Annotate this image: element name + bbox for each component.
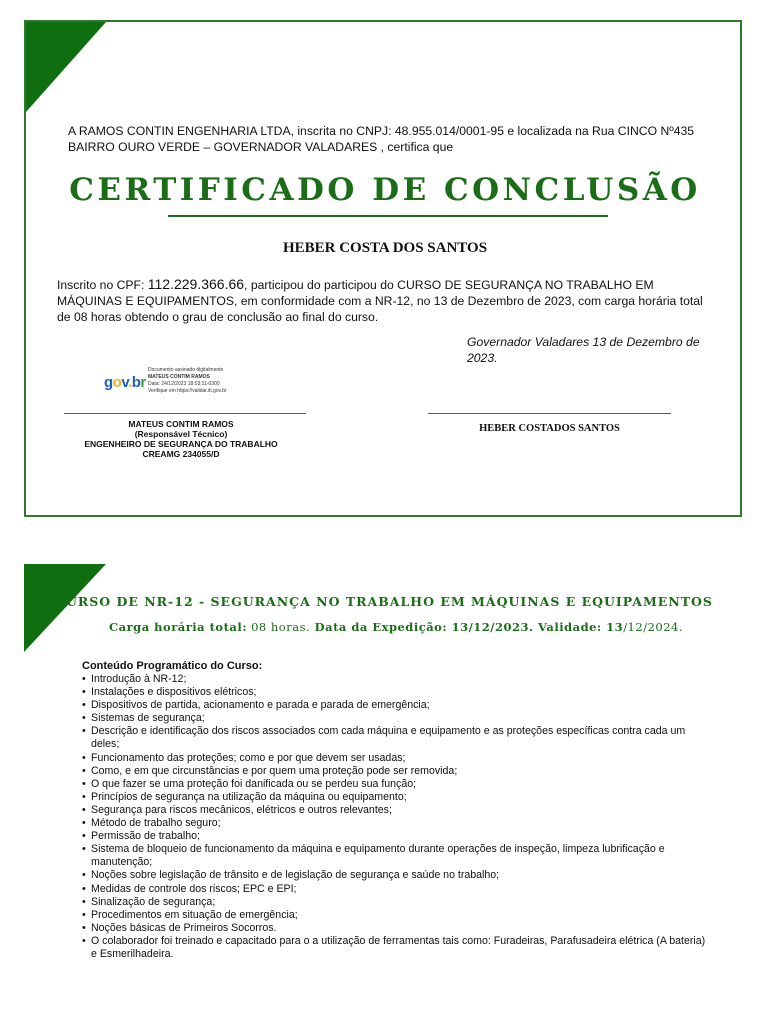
- logo-letter: o: [112, 374, 122, 391]
- list-item: • Noções sobre legislação de trânsito e de legislação de segurança e saúde no trabalho;: [82, 869, 712, 882]
- course-title: CURSO DE NR-12 - SEGURANÇA NO TRABALHO EM MÁQUINAS E EQUIPAMENTOS: [55, 594, 713, 609]
- syllabus-list: [82, 673, 712, 961]
- seal-verify: Verifique em https://validar.iti.gov.br: [148, 388, 227, 394]
- cpf-prefix: Inscrito no CPF:: [57, 278, 148, 292]
- list-item: • Funcionamento das proteções; como e por que devem ser usadas;: [82, 752, 712, 765]
- digital-signature-seal: [104, 365, 254, 399]
- list-item: • Descrição e identificação dos riscos associados com cada máquina e equipamento e as proteções específicas contra cada um deles;: [82, 725, 712, 751]
- signature-line-left: [64, 413, 306, 414]
- seal-line: Documento assinado digitalmente: [148, 367, 224, 373]
- seal-date: Data: 24/12/2023 18:03:11-0300: [148, 381, 220, 387]
- signer-left-role: (Responsável Técnico): [134, 429, 228, 439]
- certificate-intro: A RAMOS CONTIN ENGENHARIA LTDA, inscrita no CNPJ: 48.955.014/0001-95 e localizada na Rua CINCO Nº435 BAIRRO OURO VERDE – GOVERNADOR VALADARES , certifica que: [68, 124, 695, 154]
- cpf-number: 112.229.366.66: [147, 276, 245, 292]
- logo-letter: .: [128, 374, 132, 391]
- course-details: [0, 620, 768, 634]
- logo-letter: r: [140, 374, 146, 391]
- list-item: • Noções básicas de Primeiros Socorros.: [82, 922, 712, 935]
- list-item: • Como, e em que circunstâncias e por quem uma proteção pode ser removida;: [82, 765, 712, 778]
- seal-text: [148, 367, 227, 395]
- list-item: • O que fazer se uma proteção foi danificada ou se perdeu sua função;: [82, 778, 712, 791]
- signature-line-right: [428, 413, 671, 414]
- list-item: • Permissão de trabalho;: [82, 830, 712, 843]
- certificate-body: [57, 276, 717, 325]
- logo-letter: v: [121, 374, 129, 391]
- list-item: • Segurança para riscos mecânicos, elétricos e outros relevantes;: [82, 804, 712, 817]
- list-item: • Sistemas de segurança;: [82, 712, 712, 725]
- certificate-card: [24, 20, 742, 517]
- logo-letter: g: [104, 374, 113, 391]
- list-item: • Instalações e dispositivos elétricos;: [82, 686, 712, 699]
- signer-left-title: ENGENHEIRO DE SEGURANÇA DO TRABALHO: [84, 439, 278, 449]
- signer-left: [56, 419, 306, 459]
- corner-triangle-decoration: [26, 22, 106, 112]
- place-date: Governador Valadares 13 de Dezembro de 2023.: [467, 335, 700, 365]
- certificate-body-text: , participou do participou do CURSO DE SEGURANÇA NO TRABALHO EM MÁQUINAS E EQUIPAMENTOS, em conformidade com a NR-12, no 13 de Dezembro de 2023, com carga horária total de 08 horas obtendo o grau de conclusão ao final do curso.: [57, 278, 703, 324]
- list-item: • Princípios de segurança na utilização da máquina ou equipamento;: [82, 791, 712, 804]
- logo-letter: b: [131, 374, 141, 391]
- hours-value: 08 horas.: [246, 620, 311, 634]
- list-item: • Medidas de controle dos riscos; EPC e EPI;: [82, 883, 712, 896]
- list-item: • Dispositivos de partida, acionamento e parada e parada de emergência;: [82, 699, 712, 712]
- issue-validity: Data da Expedição: 13/12/2023. Validade: 13: [310, 620, 624, 634]
- list-item: • Procedimentos em situação de emergência;: [82, 909, 712, 922]
- govbr-logo: [104, 374, 146, 391]
- list-item: • Sistema de bloqueio de funcionamento da máquina e equipamento durante operações de inspeção, limpeza lubrificação e manutenção;: [82, 843, 712, 869]
- list-item: • O colaborador foi treinado e capacitado para o a utilização de ferramentas tais como: Furadeiras, Parafusadeira elétrica (A bateria) e Esmerilhadeira.: [82, 935, 712, 961]
- recipient-name: HEBER COSTA DOS SANTOS: [282, 240, 488, 256]
- seal-signer: MATEUS CONTIM RAMOS: [148, 374, 210, 380]
- signer-right-name: HEBER COSTADOS SANTOS: [479, 423, 620, 434]
- certificate-title: CERTIFICADO DE CONCLUSÃO: [69, 172, 701, 208]
- list-item: • Introdução à NR-12;: [82, 673, 712, 686]
- hours-label: Carga horária total:: [109, 620, 247, 634]
- list-item: • Sinalização de segurança;: [82, 896, 712, 909]
- list-item: • Método de trabalho seguro;: [82, 817, 712, 830]
- syllabus-heading: Conteúdo Programático do Curso:: [82, 660, 263, 672]
- title-underline: [168, 215, 608, 217]
- validity-rest: /12/2024.: [623, 620, 683, 634]
- signer-left-registry: CREAMG 234055/D: [142, 449, 220, 459]
- signer-left-name: MATEUS CONTIM RAMOS: [128, 419, 234, 429]
